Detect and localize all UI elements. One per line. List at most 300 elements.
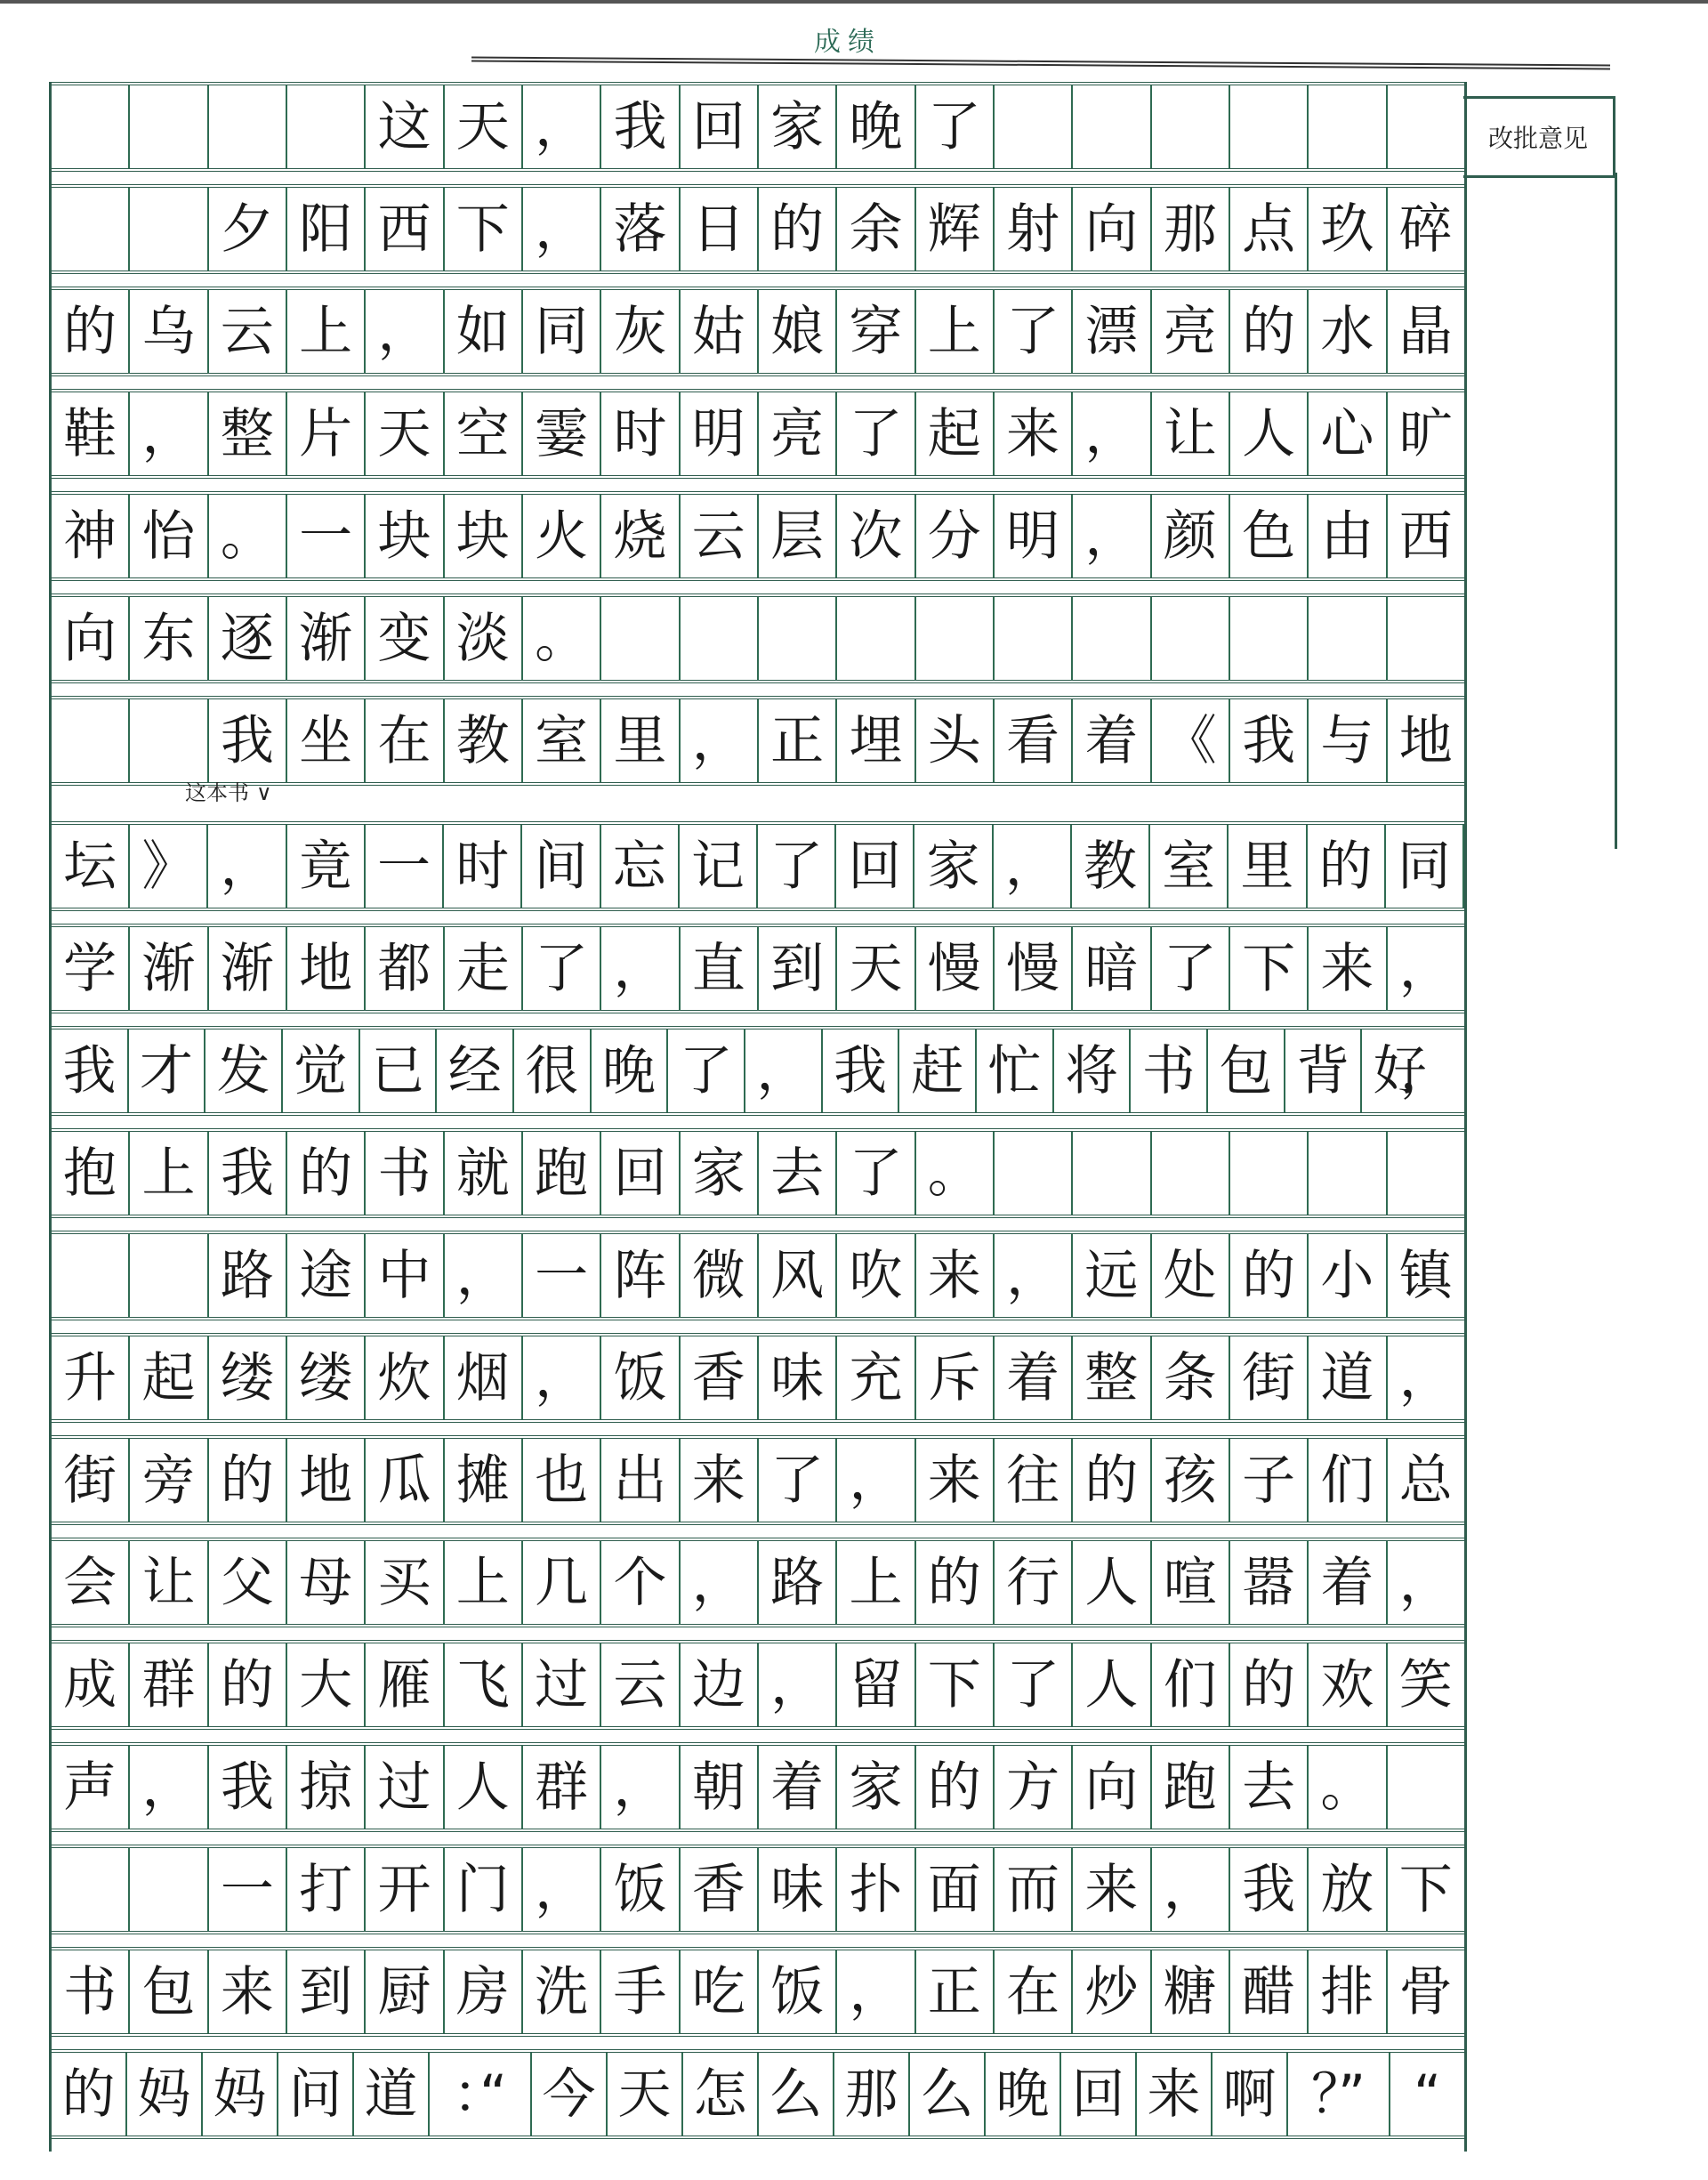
grid-cell: ，	[745, 1029, 823, 1112]
essay-row	[52, 593, 1464, 683]
grid-cell	[1230, 597, 1309, 680]
essay-row	[52, 491, 1464, 581]
grid-cell: 坐	[287, 699, 366, 782]
grid-cell: 来	[995, 392, 1073, 475]
grid-cell: ，	[1398, 937, 1453, 1000]
grid-cell: 来	[916, 1439, 995, 1522]
grid-cell: 。	[1309, 1746, 1387, 1829]
grid-cell: 天	[445, 85, 523, 168]
grid-cell: 竟	[287, 825, 366, 908]
grid-cell: 云	[681, 495, 759, 577]
grid-cell: 东	[130, 597, 208, 680]
grid-cell: 人	[1230, 392, 1309, 475]
grid-cell: 几	[523, 1541, 601, 1624]
grid-cell: ？”	[1288, 2053, 1390, 2136]
grid-cell: 朝	[681, 1746, 759, 1829]
grid-cell: 跑	[1152, 1746, 1230, 1829]
grid-cell: 室	[1150, 825, 1229, 908]
grid-cell: 在	[995, 1950, 1073, 2033]
grid-cell: 途	[287, 1234, 366, 1317]
grid-cell: 在	[366, 699, 444, 782]
grid-cell: ，	[837, 1439, 915, 1522]
grid-cell	[1309, 597, 1387, 680]
grid-cell: 母	[287, 1541, 366, 1624]
grid-cell: 明	[681, 392, 759, 475]
grid-cell: 夕	[209, 188, 287, 270]
essay-row	[52, 1128, 1464, 1218]
grid-cell: 分	[916, 495, 995, 577]
grid-cell: 味	[759, 1336, 837, 1419]
grid-cell: 《	[1152, 699, 1230, 782]
grid-cell	[1073, 1132, 1151, 1215]
grid-cell: 如	[445, 290, 523, 373]
grid-cell: 乌	[130, 290, 208, 373]
grid-cell: 日	[681, 188, 759, 270]
grid-cell: 糖	[1152, 1950, 1230, 2033]
grid-cell: 留	[837, 1643, 915, 1726]
grid-cell: 么	[759, 2053, 834, 2136]
grid-cell: 走	[445, 927, 523, 1010]
grid-cell: 开	[366, 1848, 444, 1931]
grid-cell: 条	[1152, 1336, 1230, 1419]
grid-cell: 过	[366, 1746, 444, 1829]
grid-cell: 怎	[683, 2053, 759, 2136]
grid-cell: 的	[52, 2053, 127, 2136]
grid-cell: 手	[601, 1950, 680, 2033]
grid-cell: 才	[129, 1029, 206, 1112]
grid-cell: 回	[836, 825, 914, 908]
grid-cell: 向	[1073, 1746, 1151, 1829]
grid-cell: 啊	[1213, 2053, 1288, 2136]
grid-cell: 地	[287, 1439, 366, 1522]
grid-cell: 人	[1073, 1643, 1151, 1726]
grid-cell: 喧	[1152, 1541, 1230, 1624]
grid-cell	[52, 188, 130, 270]
grid-cell: 饭	[601, 1336, 680, 1419]
grid-cell: 的	[1230, 290, 1309, 373]
grid-cell: 饭	[601, 1848, 680, 1931]
grid-cell: 包	[130, 1950, 208, 2033]
grid-cell: 香	[681, 1848, 759, 1931]
grid-cell	[1388, 85, 1464, 168]
grid-cell: 了	[523, 927, 601, 1010]
essay-row	[52, 1333, 1464, 1423]
grid-cell: ，	[208, 825, 286, 908]
grid-cell: ，	[601, 1746, 680, 1829]
grid-cell: 起	[130, 1336, 208, 1419]
grid-cell: 空	[445, 392, 523, 475]
grid-cell: 过	[523, 1643, 601, 1726]
grid-cell: ，	[445, 1234, 523, 1317]
grid-cell: 人	[1073, 1541, 1151, 1624]
grid-cell	[837, 597, 915, 680]
grid-cell: 的	[1230, 1234, 1309, 1317]
grid-cell: 的	[1073, 1439, 1151, 1522]
grid-cell: 旷	[1398, 402, 1453, 465]
grid-cell: 去	[759, 1132, 837, 1215]
grid-cell: 天	[837, 927, 915, 1010]
grid-cell: 镇	[1398, 1244, 1453, 1307]
grid-cell: 打	[287, 1848, 366, 1931]
grid-cell: 雁	[366, 1643, 444, 1726]
grid-cell: 家	[681, 1132, 759, 1215]
grid-cell: 方	[995, 1746, 1073, 1829]
grid-cell: 起	[916, 392, 995, 475]
grid-cell: 家	[914, 825, 993, 908]
grid-cell: 天	[608, 2053, 683, 2136]
grid-cell: 去	[1230, 1746, 1309, 1829]
grid-cell	[1073, 85, 1151, 168]
grid-cell: 饭	[759, 1950, 837, 2033]
grid-cell: 风	[759, 1234, 837, 1317]
grid-cell: 让	[130, 1541, 208, 1624]
grid-cell: 阵	[601, 1234, 680, 1317]
grid-cell	[995, 1132, 1073, 1215]
grid-cell: 买	[366, 1541, 444, 1624]
grid-cell: 间	[522, 825, 600, 908]
grid-cell: 好，	[1373, 1039, 1427, 1102]
grid-cell: 时	[444, 825, 522, 908]
grid-cell: 旁	[130, 1439, 208, 1522]
grid-cell: 记	[680, 825, 758, 908]
grid-cell: 亮	[1152, 290, 1230, 373]
grid-cell: 。	[209, 495, 287, 577]
grid-cell: 正	[759, 699, 837, 782]
grid-cell: 来	[1137, 2053, 1213, 2136]
grid-cell: 变	[366, 597, 444, 680]
grid-cell: 妈	[203, 2053, 278, 2136]
grid-cell: 灰	[601, 290, 680, 373]
grid-cell: 充	[837, 1336, 915, 1419]
grid-cell: 渐	[130, 927, 208, 1010]
grid-cell: 整	[209, 392, 287, 475]
grid-cell: 排	[1309, 1950, 1387, 2033]
grid-cell: 我	[52, 1029, 129, 1112]
essay-row	[52, 780, 1464, 911]
grid-cell: 碎	[1398, 198, 1453, 261]
grid-cell: 下	[1398, 1858, 1453, 1921]
grid-cell: 玖	[1309, 188, 1387, 270]
grid-cell: 我	[209, 1132, 287, 1215]
grid-cell: 层	[759, 495, 837, 577]
grid-cell: 淡	[445, 597, 523, 680]
grid-cell	[1152, 1132, 1230, 1215]
grid-cell: 穿	[837, 290, 915, 373]
grid-cell: 瓜	[366, 1439, 444, 1522]
grid-cell: 往	[995, 1439, 1073, 1522]
grid-cell: 了	[668, 1029, 745, 1112]
grid-cell: ，	[681, 1541, 759, 1624]
grid-cell: ，	[1073, 392, 1151, 475]
grid-cell: 我	[823, 1029, 900, 1112]
grid-cell	[995, 85, 1073, 168]
grid-cell: 到	[287, 1950, 366, 2033]
grid-cell: 路	[759, 1541, 837, 1624]
grid-cell: 发	[205, 1029, 283, 1112]
grid-cell: 来	[1073, 1848, 1151, 1931]
grid-cell: 今	[532, 2053, 608, 2136]
grid-cell: 处	[1152, 1234, 1230, 1317]
grid-cell: 片	[287, 392, 366, 475]
grid-cell: 下	[1230, 927, 1309, 1010]
grid-cell: 辉	[916, 188, 995, 270]
grid-cell: ，	[523, 188, 601, 270]
grid-cell: 了	[995, 1643, 1073, 1726]
grid-cell: 忙	[977, 1029, 1054, 1112]
grid-cell: ，	[759, 1643, 837, 1726]
grid-cell: 我	[601, 85, 680, 168]
grid-cell: 地	[1398, 709, 1453, 772]
grid-cell: 娘	[759, 290, 837, 373]
grid-cell: 们	[1152, 1643, 1230, 1726]
grid-cell: 坛	[52, 825, 130, 908]
grid-cell: 晶	[1398, 300, 1453, 363]
grid-cell: 怡	[130, 495, 208, 577]
grid-cell: 烟	[445, 1336, 523, 1419]
grid-cell: 斥	[916, 1336, 995, 1419]
grid-cell: ，	[1152, 1848, 1230, 1931]
grid-cell	[1152, 85, 1230, 168]
grid-cell	[130, 85, 208, 168]
grid-cell: 火	[523, 495, 601, 577]
grid-cell: 抱	[52, 1132, 130, 1215]
grid-cell: 了	[916, 85, 995, 168]
grid-cell: 大	[287, 1643, 366, 1726]
grid-cell: 着	[1073, 699, 1151, 782]
grid-cell: 面	[916, 1848, 995, 1931]
grid-cell: 上	[916, 290, 995, 373]
grid-cell: 埋	[837, 699, 915, 782]
grid-cell: 的	[209, 1643, 287, 1726]
grid-cell	[995, 597, 1073, 680]
grid-cell: 次	[837, 495, 915, 577]
grid-cell: 欢	[1309, 1643, 1387, 1726]
grid-cell: 我	[1230, 1848, 1309, 1931]
comment-column-rule	[1615, 173, 1617, 849]
grid-cell: 块	[366, 495, 444, 577]
grid-cell: 颜	[1152, 495, 1230, 577]
grid-cell: 直	[681, 927, 759, 1010]
grid-cell	[1152, 597, 1230, 680]
grid-cell: 我	[1230, 699, 1309, 782]
grid-cell: 炒	[1073, 1950, 1151, 2033]
grid-cell: 街	[52, 1439, 130, 1522]
grid-cell: 将	[1054, 1029, 1132, 1112]
grid-cell: 与	[1309, 699, 1387, 782]
grid-cell: ，	[130, 1746, 208, 1829]
grid-cell: ，	[681, 699, 759, 782]
grid-cell: 让	[1152, 392, 1230, 475]
essay-row	[52, 389, 1464, 479]
grid-cell: 个	[601, 1541, 680, 1624]
grid-cell: 摊	[445, 1439, 523, 1522]
essay-row	[52, 1026, 1464, 1116]
grid-cell	[1309, 85, 1387, 168]
grid-cell: 回	[681, 85, 759, 168]
grid-cell: ，	[837, 1950, 915, 2033]
grid-cell: 醋	[1230, 1950, 1309, 2033]
grid-cell: 已	[360, 1029, 438, 1112]
grid-cell: 这	[366, 85, 444, 168]
grid-cell: 家	[837, 1746, 915, 1829]
grid-cell: 余	[837, 188, 915, 270]
grid-cell: 一	[523, 1234, 601, 1317]
essay-row	[52, 1947, 1464, 2037]
grid-cell: 放	[1309, 1848, 1387, 1931]
grid-cell: 味	[759, 1848, 837, 1931]
grid-cell: 跑	[523, 1132, 601, 1215]
grid-cell: 包	[1208, 1029, 1285, 1112]
grid-cell: 背	[1285, 1029, 1363, 1112]
grid-cell: 缕	[287, 1336, 366, 1419]
grid-cell: 群	[130, 1643, 208, 1726]
grid-cell: 。	[523, 597, 601, 680]
essay-row	[52, 1435, 1464, 1525]
grid-cell: 西	[366, 188, 444, 270]
grid-cell: 我	[209, 699, 287, 782]
grid-cell: 逐	[209, 597, 287, 680]
grid-cell: 人	[445, 1746, 523, 1829]
grid-cell: 书	[1131, 1029, 1208, 1112]
grid-cell	[1073, 597, 1151, 680]
grid-cell: 很	[514, 1029, 592, 1112]
grid-cell: ，	[130, 392, 208, 475]
grid-cell: 道	[354, 2053, 430, 2136]
grid-cell: 慢	[916, 927, 995, 1010]
grid-cell: 问	[278, 2053, 354, 2136]
essay-row	[52, 1742, 1464, 1832]
grid-cell	[130, 1848, 208, 1931]
grid-cell: 到	[759, 927, 837, 1010]
grid-cell: 心	[1309, 392, 1387, 475]
grid-cell: 教	[445, 699, 523, 782]
grid-cell: 笑	[1398, 1653, 1453, 1716]
grid-cell: 慢	[995, 927, 1073, 1010]
grid-cell: 一	[287, 495, 366, 577]
grid-cell: 群	[523, 1746, 601, 1829]
grid-cell: ，	[995, 1234, 1073, 1317]
grid-cell	[130, 699, 208, 782]
grid-cell: 头	[916, 699, 995, 782]
essay-row	[52, 1845, 1464, 1934]
grid-cell: 孩	[1152, 1439, 1230, 1522]
grid-cell: 边	[681, 1643, 759, 1726]
grid-cell: 书	[52, 1950, 130, 2033]
grid-cell: 忘	[601, 825, 680, 908]
grid-cell	[759, 597, 837, 680]
grid-cell: 一	[209, 1848, 287, 1931]
grid-cell: 们	[1309, 1439, 1387, 1522]
grid-cell: 上	[287, 290, 366, 373]
grid-cell: 升	[52, 1336, 130, 1419]
grid-cell: 了	[837, 1132, 915, 1215]
grid-cell	[287, 85, 366, 168]
grid-cell: 房	[445, 1950, 523, 2033]
grid-cell	[1388, 597, 1464, 680]
grid-cell: 点	[1230, 188, 1309, 270]
essay-row	[52, 2049, 1464, 2139]
grid-cell: 正	[916, 1950, 995, 2033]
grid-cell: 一	[366, 825, 444, 908]
grid-cell: 的	[1230, 1643, 1309, 1726]
grid-cell: 来	[916, 1234, 995, 1317]
grid-cell: 父	[209, 1541, 287, 1624]
essay-row	[52, 1640, 1464, 1730]
grid-cell: 色	[1230, 495, 1309, 577]
grid-cell: 鞋	[52, 392, 130, 475]
grid-cell: 晚	[986, 2053, 1061, 2136]
grid-cell: 妈	[127, 2053, 203, 2136]
grid-cell	[52, 85, 130, 168]
grid-cell: 神	[52, 495, 130, 577]
grid-cell: 时	[601, 392, 680, 475]
grid-cell	[209, 85, 287, 168]
grid-cell: 吃	[681, 1950, 759, 2033]
grid-cell: 总	[1398, 1449, 1453, 1512]
grid-cell	[1388, 1132, 1464, 1215]
comment-label: 改批意见	[1487, 124, 1588, 153]
grid-cell: 嚣	[1230, 1541, 1309, 1624]
essay-row	[52, 924, 1464, 1013]
grid-cell: 落	[601, 188, 680, 270]
grid-cell: 着	[995, 1336, 1073, 1419]
essay-row	[52, 287, 1464, 376]
grid-cell: 路	[209, 1234, 287, 1317]
page-top-border	[0, 0, 1708, 4]
grid-cell: 云	[601, 1643, 680, 1726]
grid-cell: 扑	[837, 1848, 915, 1931]
grid-cell	[1388, 1746, 1464, 1829]
grid-cell: 来	[209, 1950, 287, 2033]
grid-cell: 了	[758, 825, 836, 908]
grid-cell: 里	[1229, 825, 1307, 908]
grid-cell	[1230, 1132, 1309, 1215]
grid-cell: 亮	[759, 392, 837, 475]
grid-cell: 那	[1152, 188, 1230, 270]
grid-cell: 回	[1061, 2053, 1137, 2136]
grid-cell: 上	[130, 1132, 208, 1215]
score-line	[471, 57, 1610, 70]
grid-cell: 同	[1386, 825, 1464, 908]
grid-cell: 明	[995, 495, 1073, 577]
grid-cell: 学	[52, 927, 130, 1010]
handwritten-insertion: 这本书	[185, 780, 249, 805]
grid-cell	[916, 597, 995, 680]
grid-cell	[52, 699, 130, 782]
grid-cell: 烧	[601, 495, 680, 577]
grid-cell: 教	[1072, 825, 1150, 908]
grid-cell: 而	[995, 1848, 1073, 1931]
grid-cell: 。	[916, 1132, 995, 1215]
grid-cell: ：“	[430, 2053, 532, 2136]
comment-box	[1463, 96, 1615, 178]
grid-cell: 的	[916, 1541, 995, 1624]
grid-cell: 向	[1073, 188, 1151, 270]
grid-cell: 都	[366, 927, 444, 1010]
grid-cell: 天	[366, 392, 444, 475]
grid-cell: 厨	[366, 1950, 444, 2033]
grid-cell	[52, 1848, 130, 1931]
essay-row	[52, 1231, 1464, 1320]
score-label: 成绩	[814, 27, 882, 58]
grid-cell: 地	[287, 927, 366, 1010]
grid-cell: 么	[910, 2053, 986, 2136]
essay-row	[52, 82, 1464, 172]
grid-cell: 晚	[837, 85, 915, 168]
grid-cell: 香	[681, 1336, 759, 1419]
grid-cell: 了	[995, 290, 1073, 373]
grid-cell: 的	[209, 1439, 287, 1522]
